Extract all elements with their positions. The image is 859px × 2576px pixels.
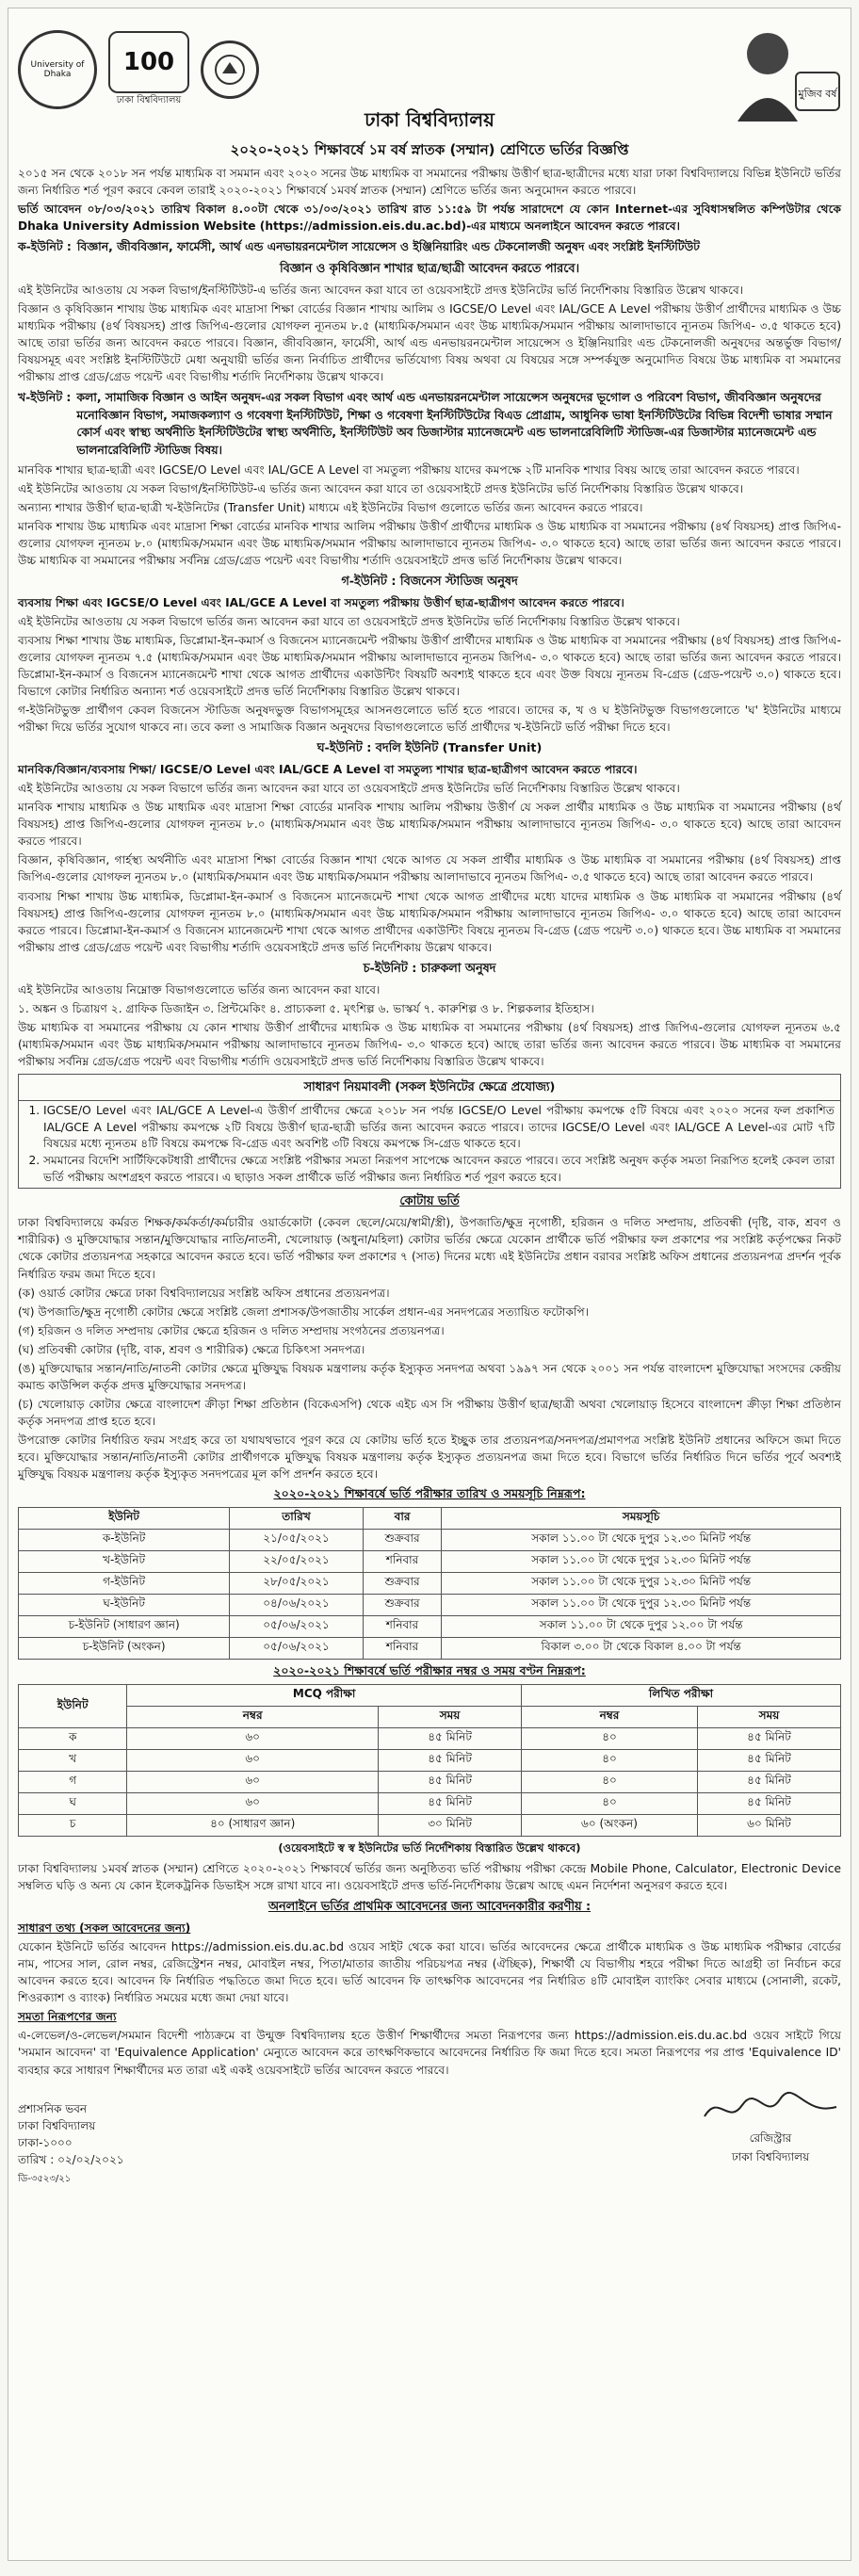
exam-schedule-table [18,1507,841,1660]
table-cell: ৬০ [127,1728,379,1750]
address-line: ঢাকা-১০০০ [18,2135,73,2149]
mujib-year-label: মুজিব বর্ষ [798,88,837,100]
table-cell: ৪০ [522,1793,698,1815]
centenary-badge-icon: 100 [108,31,189,93]
address-line: প্রশাসনিক ভবন [18,2101,88,2115]
table-header-cell: নম্বর [522,1707,698,1728]
exam-schedule-caption: ২০২০-২০২১ শিক্ষাবর্ষে ভর্তি পরীক্ষার তারিখ ও সময়সূচি নিম্নরূপ: [273,1486,586,1501]
online-title: অনলাইনে ভর্তির প্রাথমিক আবেদনের জন্য আবেদনকারীর করণীয় : [267,1900,592,1915]
quota-paragraph-2: উপরোক্ত কোটার নির্ধারিত ফরম সংগ্রহ করে তা যথাযথভাবে পূরণ করে যে কোটায় ভর্তি হতে ইচ্ছুক তার প্রত্যয়নপত্র/সনদপত্র/প্রমাণপত্র সংশ্লিষ্ট ইউনিট প্রধানের অফিসে জমা দিতে হবে। মুক্তিযোদ্ধার সন্তান/নাতি/নাতনী কোটার প্রার্থীগণকে মুক্তিযুদ্ধ বিষয়ক মন্ত্রণালয় কর্তৃক ইস্যুকৃত প্রত্যয়নপত্র জমা দিতে হবে। বিভাগে ভর্তির নির্ধারিত দিনে ভর্তির পূর্বে অবশ্যই মুক্তিযুদ্ধ বিষয়ক মন্ত্রণালয় কর্তৃক ইস্যুকৃত সনদপত্রের মূল কপি প্রদর্শন করতে হবে। [18,1433,841,1482]
table-cell: ৪৫ মিনিট [697,1728,840,1750]
table-cell: ০৫/০৬/২০২১ [230,1638,364,1660]
kha-unit-paragraph-1: মানবিক শাখার ছাত্র-ছাত্রী এবং IGCSE/O Level এবং IAL/GCE A Level বা সমতুল্য পরীক্ষায় যাদের কমপক্ষে ২টি মানবিক শাখার বিষয় আছে তারা আবেদন করতে পারবে। [18,462,800,477]
table-cell: ৬০ [127,1750,379,1772]
page-subtitle: ২০২০-২০২১ শিক্ষাবর্ষে ১ম বর্ষ স্নাতক (সম্মান) শ্রেণিতে ভর্তির বিজ্ঞপ্তি [230,141,629,158]
table-cell: ৩০ মিনিট [379,1815,522,1837]
registrar-signature [700,2088,841,2168]
gha-unit-paragraph-4: ব্যবসায় শিক্ষা শাখায় উচ্চ মাধ্যমিক, ডিপ্লোমা-ইন-কমার্স ও বিজনেস ম্যানেজমেন্ট শাখা থেকে আগত প্রার্থীদের মধ্যে যাদের মাধ্যমিক ও উচ্চ মাধ্যমিক বা সমমানের পরীক্ষায় (৪র্থ বিষয়সহ) প্রাপ্ত জিপিএ-গুলোর যোগফল ন্যূনতম ৮.০ (মাধ্যমিক/সমমান এবং উচ্চ মাধ্যমিক/সমমান পরীক্ষায় আলাদাভাবে ন্যূনতম জিপিএ- ৩.০ থাকতে হবে) আছে তারা আবেদন করতে পারবে। ডিপ্লোমা-ইন-কমার্স ও বিজনেস ম্যানেজমেন্ট শাখা থেকে আগত প্রার্থীদের একাউন্টিং বিষয়ে ন্যূনতম বি-গ্রেড (গ্রেড পয়েন্ট ৩.০) থাকতে হবে। উচ্চ মাধ্যমিক বা সমমানের পরীক্ষায় প্রাপ্ত গ্রেড/গ্রেড পয়েন্ট এবং বিভাগীয় শর্তাদি ওয়েবসাইটে প্রদত্ত ভর্তি নির্দেশিকায় উল্লেখ থাকবে। [18,889,841,954]
cha-unit-paragraph-1: এই ইউনিটের আওতায় নিম্নোক্ত বিভাগগুলোতে ভর্তির জন্য আবেদন করা যাবে। [18,982,381,996]
table-cell: সকাল ১১.০০ টা থেকে দুপুর ১২.৩০ মিনিট পর্যন্ত [442,1595,841,1616]
table-cell: ৪৫ মিনিট [697,1772,840,1793]
table-header-cell: সময়সূচি [442,1508,841,1530]
gha-unit-paragraph-2: মানবিক শাখায় মাধ্যমিক ও উচ্চ মাধ্যমিক এবং মাদ্রাসা শিক্ষা বোর্ডের মানবিক শাখায় আলিম পরীক্ষায় উত্তীর্ণ যে সকল প্রার্থীর মাধ্যমিক ও উচ্চ মাধ্যমিক বা সমমানের পরীক্ষায় (৪র্থ বিষয়সহ) প্রাপ্ত জিপিএ-গুলোর যোগফল ন্যূনতম ৮.০ (মাধ্যমিক/সমমান এবং উচ্চ মাধ্যমিক/সমমান পরীক্ষায় আলাদাভাবে ন্যূনতম জিপিএ- ৩.০ থাকতে হবে) আছে তারা আবেদন করতে পারবে। [18,801,841,849]
ka-unit-paragraph-1: এই ইউনিটের আওতায় যে সকল বিভাগ/ইনস্টিটিউট-এ ভর্তির জন্য আবেদন করা যাবে তা ওয়েবসাইটে প্রদত্ত ইউনিটের ভর্তি নির্দেশিকায় বিস্তারিত উল্লেখ থাকবে। [18,283,744,297]
table-cell: ২২/০৫/২০২১ [230,1551,364,1573]
seal-label: University of Dhaka [30,60,85,79]
table-cell: ৬০ (অংকন) [522,1815,698,1837]
table-row [19,1638,841,1660]
registrar-university: ঢাকা বিশ্ববিদ্যালয় [731,2149,810,2163]
quota-item: (চ) খেলোয়াড় কোটার ক্ষেত্রে বাংলাদেশ ক্রীড়া শিক্ষা প্রতিষ্ঠান (বিকেএসপি) থেকে এইচ এস সি পরীক্ষায় উত্তীর্ণ ছাত্র/ছাত্রী অথবা খেলোয়াড় হিসেবে বাংলাদেশ ক্রীড়া শিক্ষা প্রতিষ্ঠান কর্তৃক সনদপত্র প্রাপ্ত হতে হবে। [18,1397,841,1428]
gha-unit-eligibility: মানবিক/বিজ্ঞান/ব্যবসায় শিক্ষা/ IGCSE/O Level এবং IAL/GCE A Level বা সমতুল্য শাখার ছাত্র-ছাত্রীগণ আবেদন করতে পারবে। [18,763,638,777]
marks-table-note: (ওয়েবসাইটে স্ব স্ব ইউনিটের ভর্তি নির্দেশিকায় বিস্তারিত উল্লেখ থাকবে) [278,1841,581,1855]
general-rule-item: 2. সমমানের বিদেশি সার্টিফিকেটধারী প্রার্থীদের ক্ষেত্রে সংশ্লিষ্ট পরীক্ষার সমতা নিরূপণ সাপেক্ষে আবেদন করতে পারবে। তবে সংশ্লিষ্ট অনুষদ কর্তৃক সমতা নিরূপিত হলেই কেবল তারা ভর্তি পরীক্ষায় অংশগ্রহণ করতে পারবে। এ ছাড়াও সকল প্রার্থীকে ভর্তি পরীক্ষার জন্য নির্ধারিত শর্ত পূরণ করতে হবে। [43,1153,835,1186]
cha-unit-title: চ-ইউনিট : চারুকলা অনুষদ [363,961,496,976]
table-cell: খ-ইউনিট [19,1551,230,1573]
table-cell: সকাল ১১.০০ টা থেকে দুপুর ১২.৩০ মিনিট পর্যন্ত [442,1551,841,1573]
table-cell: ৬০ মিনিট [697,1815,840,1837]
table-cell: ৪০ [522,1750,698,1772]
intro-paragraph-1: ২০১৫ সন থেকে ২০১৮ সন পর্যন্ত মাধ্যমিক বা সমমান এবং ২০২০ সনের উচ্চ মাধ্যমিক বা সমমানের পরীক্ষায় উত্তীর্ণ ছাত্র-ছাত্রীদের মধ্যে যারা ঢাকা বিশ্ববিদ্যালয়ে বিভিন্ন ইউনিটে ভর্তির জন্য নির্ধারিত শর্ত পূরণ করবে কেবল তারাই ২০২০-২০২১ শিক্ষাবর্ষে ১মবর্ষ স্নাতক (সম্মান) শ্রেণিতে ভর্তির জন্য অনুমোদন করতে পারবে। [18,167,841,198]
table-cell: ৪৫ মিনিট [697,1750,840,1772]
table-row [19,1728,841,1750]
table-cell: ঘ-ইউনিট [19,1595,230,1616]
online-equivalence-subtitle: সমতা নিরূপণের জন্য [18,2010,117,2024]
table-cell: চ-ইউনিট (অংকন) [19,1638,230,1660]
table-cell: ৬০ [127,1772,379,1793]
mujib-portrait-icon [728,18,841,122]
page-title: ঢাকা বিশ্ববিদ্যালয় [365,108,494,131]
kha-unit-paragraph-2: এই ইউনিটের আওতায় যে সকল বিভাগ/ইনস্টিটিউট-এ ভর্তির জন্য আবেদন করা যাবে তা ওয়েবসাইটে প্রদত্ত ইউনিটের ভর্তি নির্দেশিকায় বিস্তারিত উল্লেখ থাকবে। [18,481,744,495]
table-cell: গ [19,1772,127,1793]
centenary-logo [108,31,189,109]
table-cell: ক-ইউনিট [19,1530,230,1551]
university-seal-icon [18,30,97,109]
table-row [19,1750,841,1772]
office-address [18,2100,124,2168]
notice-date: তারিখ : ০২/০২/২০২১ [18,2152,124,2166]
centenary-caption: ঢাকা বিশ্ববিদ্যালয় [116,94,182,105]
cha-unit-departments: ১. অঙ্কন ও চিত্রায়ণ ২. গ্রাফিক ডিজাইন ৩. প্রিন্টমেকিং ৪. প্রাচ্যকলা ৫. মৃৎশিল্প ৬. ভাস্কর্য ৭. কারুশিল্প ও ৮. শিল্পকলার ইতিহাস। [18,1001,594,1015]
title-block [18,106,841,163]
table-cell: ৪০ [522,1728,698,1750]
table-cell: শুক্রবার [363,1595,442,1616]
table-cell: চ-ইউনিট (সাধারণ জ্ঞান) [19,1616,230,1638]
table-cell: ৪৫ মিনিট [697,1793,840,1815]
ka-unit-eligibility: বিজ্ঞান ও কৃষিবিজ্ঞান শাখার ছাত্র/ছাত্রী আবেদন করতে পারবে। [279,261,580,276]
online-general-paragraph: যেকোন ইউনিটে ভর্তির আবেদন https://admission.eis.du.ac.bd ওয়েব সাইট থেকে করা যাবে। ভর্তির আবেদনের ক্ষেত্রে প্রার্থীকে মাধ্যমিক ও উচ্চ মাধ্যমিক পরীক্ষার বোর্ডের নাম, পাসের সাল, রোল নম্বর, রেজিস্ট্রেশন নম্বর, মোবাইল নম্বর, পিতা/মাতার জাতীয় পরিচয়পত্র নম্বর (ঐচ্ছিক), শিক্ষার্থী যে বিভাগীয় শহরে পরীক্ষা দিতে আগ্রহী তা নির্বাচন করে আবেদন করতে হবে। আবেদন ফি নির্ধারিত পদ্ধতিতে জমা দিতে হবে। ভর্তি আবেদন ফি তাৎক্ষণিক আবেদনের পর নির্ধারিত ৪টি মোবাইল ব্যাংকিং সেবার মাধ্যমে (সোনালী, রকেট, শিওরক্যাশ ও ব্যাংক) নির্ধারিত সময়ের মধ্যে জমা দেয়া যাবে। [18,1940,841,2005]
kha-unit-paragraph-4: মানবিক শাখায় উচ্চ মাধ্যমিক এবং মাদ্রাসা শিক্ষা বোর্ডের মানবিক শাখার আলিম পরীক্ষায় উত্তীর্ণ প্রার্থীদের মাধ্যমিক ও উচ্চ মাধ্যমিক বা সমমানের পরীক্ষায় (৪র্থ বিষয়সহ) প্রাপ্ত জিপিএ-গুলোর যোগফল ন্যূনতম ৮.০ (মাধ্যমিক/সমমান এবং উচ্চ মাধ্যমিক/সমমান পরীক্ষায় আলাদাভাবে ন্যূনতম জিপিএ- ৩.০ থাকতে হবে) আছে তারা ভর্তির জন্য আবেদন করতে পারবে। উচ্চ মাধ্যমিক বা সমমানের পরীক্ষায় সর্বনিম্ন গ্রেড/গ্রেড পয়েন্ট এবং বিভাগীয় শর্তাদি ওয়েবসাইটে প্রদত্ত ভর্তি নির্দেশিকায় উল্লেখ থাকবে। [18,519,841,567]
quota-list [18,1285,841,1430]
quota-item: (ঙ) মুক্তিযোদ্ধার সন্তান/নাতি/নাতনী কোটার ক্ষেত্রে মুক্তিযুদ্ধ বিষয়ক মন্ত্রণালয় কর্তৃক ইস্যুকৃত সনদপত্র অথবা ১৯৯৭ সন থেকে ২০০১ সন পর্যন্ত বাংলাদেশ মুক্তিযোদ্ধা সংসদের কেন্দ্রীয় কমান্ড কাউন্সিল কর্তৃক প্রদত্ত মুক্তিযোদ্ধার সনদপত্র। [18,1361,841,1392]
signature-scribble-icon [700,2088,841,2128]
table-cell: চ [19,1815,127,1837]
address-line: ঢাকা বিশ্ববিদ্যালয় [18,2118,96,2132]
exam-notes: ঢাকা বিশ্ববিদ্যালয় ১মবর্ষ স্নাতক (সম্মান) শ্রেণিতে ২০২০-২০২১ শিক্ষাবর্ষে ভর্তির জন্য অনুষ্ঠিতব্য ভর্তি পরীক্ষায় পরীক্ষা কেন্দ্রে Mobile Phone, Calculator, Electronic Device সম্বলিত ঘড়ি ও অন্য যে কোন ইলেকট্রনিক ডিভাইস সঙ্গে রাখা যাবে না। ওয়েবসাইটে প্রদত্ত ভর্তি-নির্দেশিকায় উল্লেখ আছে এমন নির্দেশনা অনুসরণ করতে হবে। [18,1862,841,1893]
table-row [19,1793,841,1815]
table-header-cell: ইউনিট [19,1508,230,1530]
table-row [19,1595,841,1616]
ga-unit-paragraph-1: এই ইউনিটের আওতায় যে সকল বিভাগে ভর্তির জন্য আবেদন করা যাবে তা ওয়েবসাইটে প্রদত্ত ইউনিটের ভর্তি নির্দেশিকায় বিস্তারিত উল্লেখ থাকবে। [18,614,680,628]
table-header-cell: সময় [379,1707,522,1728]
table-cell: শনিবার [363,1551,442,1573]
signature-block [18,2088,841,2168]
kha-unit-heading [18,389,841,459]
ga-unit-eligibility: ব্যবসায় শিক্ষা এবং IGCSE/O Level এবং IAL/GCE A Level বা সমতুল্য পরীক্ষায় উত্তীর্ণ ছাত্র-ছাত্রীগণ আবেদন করতে পারবে। [18,595,624,609]
table-header-cell: ইউনিট [19,1685,127,1728]
table-cell: খ [19,1750,127,1772]
cha-unit-paragraph-3: উচ্চ মাধ্যমিক বা সমমানের পরীক্ষায় যে কোন শাখায় উত্তীর্ণ প্রার্থীদের মাধ্যমিক ও উচ্চ মাধ্যমিক বা সমমানের পরীক্ষায় (৪র্থ বিষয়সহ) প্রাপ্ত জিপিএ-গুলোর যোগফল ন্যূনতম ৬.৫ (মাধ্যমিক/সমমান এবং উচ্চ মাধ্যমিক/সমমান পরীক্ষায় আলাদাভাবে ন্যূনতম জিপিএ- ৩.০ থাকতে হবে) আছে তারা ভর্তির জন্য আবেদন করতে পারবে। উচ্চ মাধ্যমিক বা সমমানের পরীক্ষায় সর্বনিম্ন গ্রেড/গ্রেড পয়েন্ট এবং বিভাগীয় শর্তাদি ওয়েবসাইটে প্রদত্ত ভর্তি নির্দেশিকায় বিস্তারিত উল্লেখ থাকবে। [18,1020,841,1068]
table-cell: ক [19,1728,127,1750]
table-cell: ৪৫ মিনিট [379,1750,522,1772]
quota-paragraph-1: ঢাকা বিশ্ববিদ্যালয়ে কর্মরত শিক্ষক/কর্মকর্তা/কর্মচারীর ওয়ার্ডকোটা (কেবল ছেলে/মেয়ে/স্বামী/স্ত্রী), উপজাতি/ক্ষুদ্র নৃগোষ্ঠী, হরিজন ও দলিত সম্প্রদায়, প্রতিবন্ধী (দৃষ্টি, বাক, শ্রবণ ও শারীরিক) ও মুক্তিযোদ্ধার সন্তান/মুক্তিযোদ্ধার নাতি/নাতনী, খেলোয়াড় (অধুনা/মহিলা) কোটার ভর্তির ক্ষেত্রে যেকোন প্রার্থীকে ভর্তি পরীক্ষার ফল প্রকাশের পর সংশ্লিষ্ট কর্তৃপক্ষের নিকট থেকে কোটার প্রত্যয়নপত্র সহকারে আবেদন করতে হবে। ভর্তি পরীক্ষার ফল প্রকাশের ৭ (সাত) দিনের মধ্যে এই ইউনিটের প্রধান বরাবর সংশ্লিষ্ট অফিস প্রধানের প্রত্যয়নপত্র প্রদর্শন পূর্বক নির্ধারিত ফরম জমা দিতে হবে। [18,1216,841,1281]
table-cell: ২১/০৫/২০২১ [230,1530,364,1551]
table-cell: সকাল ১১.০০ টা থেকে দুপুর ১২.০০ টা পর্যন্ত [442,1616,841,1638]
marks-table [18,1684,841,1837]
table-cell: বিকাল ৩.০০ টা থেকে বিকাল ৪.০০ টা পর্যন্ত [442,1638,841,1660]
ga-unit-paragraph-2: ব্যবসায় শিক্ষা শাখায় উচ্চ মাধ্যমিক, ডিপ্লোমা-ইন-কমার্স ও বিজনেস ম্যানেজমেন্ট পরীক্ষায় উত্তীর্ণ প্রার্থীদের মাধ্যমিক ও উচ্চ মাধ্যমিক বা সমমানের পরীক্ষায় (৪র্থ বিষয়সহ) প্রাপ্ত জিপিএ-গুলোর যোগফল ন্যূনতম ৭.৫ (মাধ্যমিক/সমমান এবং উচ্চ মাধ্যমিক/সমমান পরীক্ষায় আলাদাভাবে ন্যূনতম জিপিএ- ৩.০ থাকতে হবে) আছে তারা ভর্তির জন্য আবেদন করতে পারবে। ডিপ্লোমা-ইন-কমার্স ও বিজনেস ম্যানেজমেন্ট শাখা থেকে আগত প্রার্থীদের একাউন্টিং বিষয়টি অবশ্যই থাকতে হবে এবং উক্ত বিষয়ে ন্যূনতম বি-গ্রেড (গ্রেড-পয়েন্ট ৩.০) থাকতে হবে। বিভাগে কোটার নির্ধারিত অন্যান্য শর্ত ওয়েবসাইটে প্রদত্ত ভর্তি নির্দেশিকায় বিস্তারিত উল্লেখ থাকবে। [18,633,841,699]
table-header-cell: বার [363,1508,442,1530]
table-cell: ৪৫ মিনিট [379,1728,522,1750]
exam-schedule-header-row [19,1508,841,1530]
general-rules-list [24,1103,835,1186]
table-header-cell: লিখিত পরীক্ষা [522,1685,841,1707]
marks-header-row [19,1685,841,1707]
table-cell: গ-ইউনিট [19,1573,230,1595]
general-rule-item: 1. IGCSE/O Level এবং IAL/GCE A Level-এ উত্তীর্ণ প্রার্থীদের ক্ষেত্রে ২০১৮ সন পর্যন্ত IGCSE/O Level পরীক্ষায় কমপক্ষে ৫টি বিষয়ে এবং ২০২০ সনের ফল প্রকাশিত IAL/GCE A Level পরীক্ষায় কমপক্ষে ২টি বিষয়ে উত্তীর্ণ ছাত্র-ছাত্রী ভর্তির জন্য আবেদন করতে পারবে। তাদের IGCSE/O Level এবং IAL/GCE A Level-এর মোট ৭টি বিষয়ের মধ্যে ন্যূনতম ৪টি বিষয়ে কমপক্ষে বি-গ্রেড এবং অবশিষ্ট ৩টি বিষয়ে কমপক্ষে সি-গ্রেড থাকতে হবে। [43,1103,835,1153]
online-equivalence-paragraph: এ-লেভেল/ও-লেভেল/সমমান বিদেশী পাঠ্যক্রমে বা উন্মুক্ত বিশ্ববিদ্যালয় হতে উত্তীর্ণ শিক্ষার্থীদের সমতা নিরূপণের জন্য https://admission.eis.du.ac.bd ওয়েব সাইটে গিয়ে 'সমমান আবেদন' বা 'Equivalence Application' মেন্যুতে আবেদন করে তাৎক্ষণিকভাবে আবেদনের নির্ধারিত ফি জমা দিতে হবে। সমতা নিরূপণের পর প্রাপ্ত 'Equivalence ID' ব্যবহার করে সাধারণ শিক্ষার্থীদের মত তারা এই একই ওয়েবসাইটে ভর্তির আবেদন করতে পারবে। [18,2029,841,2077]
ga-unit-paragraph-3: গ-ইউনিটভুক্ত প্রার্থীগণ কেবল বিজনেস স্টাডিজ অনুষদভুক্ত বিভাগসমূহের আসনগুলোতে ভর্তি হতে পারবে। তাদের ক, খ ও ঘ ইউনিটভুক্ত বিভাগগুলোতে 'ঘ' ইউনিটের মাধ্যমে পরীক্ষা দিয়ে ভর্তির সুযোগ থাকবে না। তবে কলা ও সামাজিক বিজ্ঞান অনুষদের বিভাগগুলোতে ভর্তি প্রার্থীদের খ-ইউনিটে ভর্তি পরীক্ষা দিতে হবে। [18,704,841,735]
quota-item: (ক) ওয়ার্ড কোটার ক্ষেত্রে ঢাকা বিশ্ববিদ্যালয়ের সংশ্লিষ্ট অফিস প্রধানের প্রত্যয়নপত্র। [18,1286,390,1300]
table-cell: ০৫/০৬/২০২১ [230,1616,364,1638]
table-row [19,1772,841,1793]
table-row [19,1551,841,1573]
gha-unit-paragraph-3: বিজ্ঞান, কৃষিবিজ্ঞান, গার্হস্থ্য অর্থনীতি এবং মাদ্রাসা শিক্ষা বোর্ডের বিজ্ঞান শাখা থেকে আগত যে সকল প্রার্থীর মাধ্যমিক ও উচ্চ মাধ্যমিক বা সমমানের পরীক্ষায় (৪র্থ বিষয়সহ) প্রাপ্ত জিপিএ-গুলোর যোগফল ন্যূনতম ৮.০ (মাধ্যমিক/সমমান এবং উচ্চ মাধ্যমিক/সমমান পরীক্ষায় আলাদাভাবে ন্যূনতম জিপিএ- ৩.৫ থাকতে হবে) আছে তারা আবেদন করতে পারবে। [18,853,841,884]
kha-unit-faculties: কলা, সামাজিক বিজ্ঞান ও আইন অনুষদ-এর সকল বিভাগ এবং আর্থ এন্ড এনভায়রনমেন্টাল সায়েন্সেস অনুষদের ভূগোল ও পরিবেশ বিভাগ, জীববিজ্ঞান অনুষদের মনোবিজ্ঞান বিভাগ, সমাজকল্যাণ ও গবেষণা ইনস্টিটিউট, শিক্ষা ও গবেষণা ইনস্টিটিউটের বিএড প্রোগ্রাম, আধুনিক ভাষা ইনস্টিটিউটের বিভিন্ন বিদেশী ভাষার সম্মান কোর্স এবং স্বাস্থ্য অর্থনীতি ইনস্টিটিউটের স্বাস্থ্য অর্থনীতি, ইনস্টিটিউট অব ডিজাস্টার ম্যানেজমেন্ট এন্ড ভালনারেবিলিটি স্টাডিজ-এর ডিজাস্টার ম্যানেজমেন্ট এন্ড ভালনারেবিলিটি স্টাডিজ বিষয়। [76,390,833,457]
table-cell: ২৮/০৫/২০২১ [230,1573,364,1595]
table-cell: ০৪/০৬/২০২১ [230,1595,364,1616]
table-cell: শুক্রবার [363,1573,442,1595]
table-header-cell: তারিখ [230,1508,364,1530]
ka-unit-faculties: বিজ্ঞান, জীববিজ্ঞান, ফার্মেসী, আর্থ এন্ড এনভায়রনমেন্টাল সায়েন্সেস ও ইঞ্জিনিয়ারিং এন্ড টেকনোলজী অনুষদ এবং সংশ্লিষ্ট ইনস্টিটিউট [76,239,700,254]
table-row [19,1815,841,1837]
marks-subheader-row [19,1707,841,1728]
notice-code: ডি-৩৫২৩/২১ [18,2173,72,2184]
table-cell: ৪০ (সাধারণ জ্ঞান) [127,1815,379,1837]
ka-unit-paragraph-2: বিজ্ঞান ও কৃষিবিজ্ঞান শাখায় উচ্চ মাধ্যমিক এবং মাদ্রাসা শিক্ষা বোর্ডের বিজ্ঞান শাখায় আলিম ও IGCSE/O Level এবং IAL/GCE A Level পরীক্ষায় উত্তীর্ণ প্রার্থীদের মাধ্যমিক ও উচ্চ মাধ্যমিক পরীক্ষায় (৪র্থ বিষয়সহ) প্রাপ্ত জিপিএ-গুলোর যোগফল ন্যূনতম ৮.৫ (মাধ্যমিক/সমমান এবং উচ্চ মাধ্যমিক/সমমান পরীক্ষায় আলাদাভাবে ন্যূনতম জিপিএ- ৩.৫ থাকতে হবে) আছে তারা ভর্তির জন্য আবেদন করতে পারবে। বিজ্ঞান, জীববিজ্ঞান, ফার্মেসী, আর্থ এন্ড এনভায়রনমেন্টাল সায়েন্সেস ও ইঞ্জিনিয়ারিং এন্ড টেকনোলজী অনুষদের অন্তর্ভুক্ত বিভাগ/বিষয়সমূহ এবং সংশ্লিষ্ট ইনস্টিটিউটে মেধা অনুযায়ী ভর্তির জন্য নির্বাচিত প্রার্থীদের ভর্তিযোগ্য বিষয় অথবা যে বিষয়ের সঙ্গে সম্পর্কযুক্ত অনুমোদিত বিষয়ে উচ্চ মাধ্যমিক বা সমমানের পরীক্ষায় প্রাপ্ত গ্রেড/গ্রেড পয়েন্ট এবং বিভাগীয় শর্তাদি নির্দেশিকায় উল্লেখ থাকবে। [18,301,841,384]
ga-unit-title: গ-ইউনিট : বিজনেস স্টাডিজ অনুষদ [341,574,518,589]
table-cell: সকাল ১১.০০ টা থেকে দুপুর ১২.৩০ মিনিট পর্যন্ত [442,1573,841,1595]
gha-unit-title: ঘ-ইউনিট : বদলি ইউনিট (Transfer Unit) [316,741,543,756]
quota-item: (খ) উপজাতি/ক্ষুদ্র নৃগোষ্ঠী কোটার ক্ষেত্রে সংশ্লিষ্ট জেলা প্রশাসক/উপজাতীয় সার্কেল প্রধান-এর সনদপত্রের সত্যায়িত ফটোকপি। [18,1304,590,1319]
table-cell: ৪৫ মিনিট [379,1772,522,1793]
table-header-cell: নম্বর [127,1707,379,1728]
registrar-title: রেজিস্ট্রার [749,2130,792,2145]
quota-item: (ঘ) প্রতিবন্ধী কোটার (দৃষ্টি, বাক, শ্রবণ ও শারীরিক) ক্ষেত্রে চিকিৎসা সনদপত্র। [18,1342,365,1356]
table-cell: ৬০ [127,1793,379,1815]
marks-table-caption: ২০২০-২০২১ শিক্ষাবর্ষে ভর্তি পরীক্ষার নম্বর ও সময় বণ্টন নিম্নরূপ: [273,1663,586,1678]
table-row [19,1616,841,1638]
table-row [19,1573,841,1595]
admission-notice-page [8,8,851,2561]
table-cell: শুক্রবার [363,1530,442,1551]
ka-unit-tag: ক-ইউনিট : [18,239,72,254]
table-cell: ৪০ [522,1772,698,1793]
ka-unit-heading [18,238,841,256]
emblem-icon [201,41,259,99]
intro-paragraph-2: ভর্তি আবেদন ০৮/০৩/২০২১ তারিখ বিকাল ৪.০০টা থেকে ৩১/০৩/২০২১ তারিখ রাত ১১:৫৯ টা পর্যন্ত সারাদেশে যে কোন Internet-এর সুবিধাসম্বলিত কম্পিউটার থেকে Dhaka University Admission Website (https://admission.eis.du.ac.bd)-এর মাধ্যমে অনলাইনে আবেদন করতে পারবে। [18,203,841,234]
general-rules-box [18,1074,841,1189]
online-general-subtitle: সাধারণ তথ্য (সকল আবেদনের জন্য) [18,1921,191,1936]
table-cell: ঘ [19,1793,127,1815]
kha-unit-tag: খ-ইউনিট : [18,390,72,405]
table-cell: ৪৫ মিনিট [379,1793,522,1815]
general-rules-title: সাধারণ নিয়মাবলী (সকল ইউনিটের ক্ষেত্রে প্রযোজ্য) [19,1077,840,1101]
table-cell: সকাল ১১.০০ টা থেকে দুপুর ১২.৩০ মিনিট পর্যন্ত [442,1530,841,1551]
table-cell: শনিবার [363,1638,442,1660]
table-header-cell: MCQ পরীক্ষা [127,1685,522,1707]
kha-unit-paragraph-3: অন্যান্য শাখার উত্তীর্ণ ছাত্র-ছাত্রী খ-ইউনিটের (Transfer Unit) মাধ্যমে এই ইউনিটের বিভাগ গুলোতে ভর্তির জন্য আবেদন করতে পারবে। [18,500,643,514]
table-cell: শনিবার [363,1616,442,1638]
quota-item: (গ) হরিজন ও দলিত সম্প্রদায় কোটার ক্ষেত্রে হরিজন ও দলিত সম্প্রদায় সংগঠনের প্রত্যয়নপত্র। [18,1323,445,1337]
table-row [19,1530,841,1551]
header-logos [18,30,259,109]
quota-title: কোটায় ভর্তি [399,1194,460,1209]
gha-unit-paragraph-1: এই ইউনিটের আওতায় যে সকল বিভাগে ভর্তির জন্য আবেদন করা যাবে তা ওয়েবসাইটে প্রদত্ত ইউনিটের ভর্তি নির্দেশিকায় বিস্তারিত উল্লেখ থাকবে। [18,782,680,796]
table-header-cell: সময় [697,1707,840,1728]
